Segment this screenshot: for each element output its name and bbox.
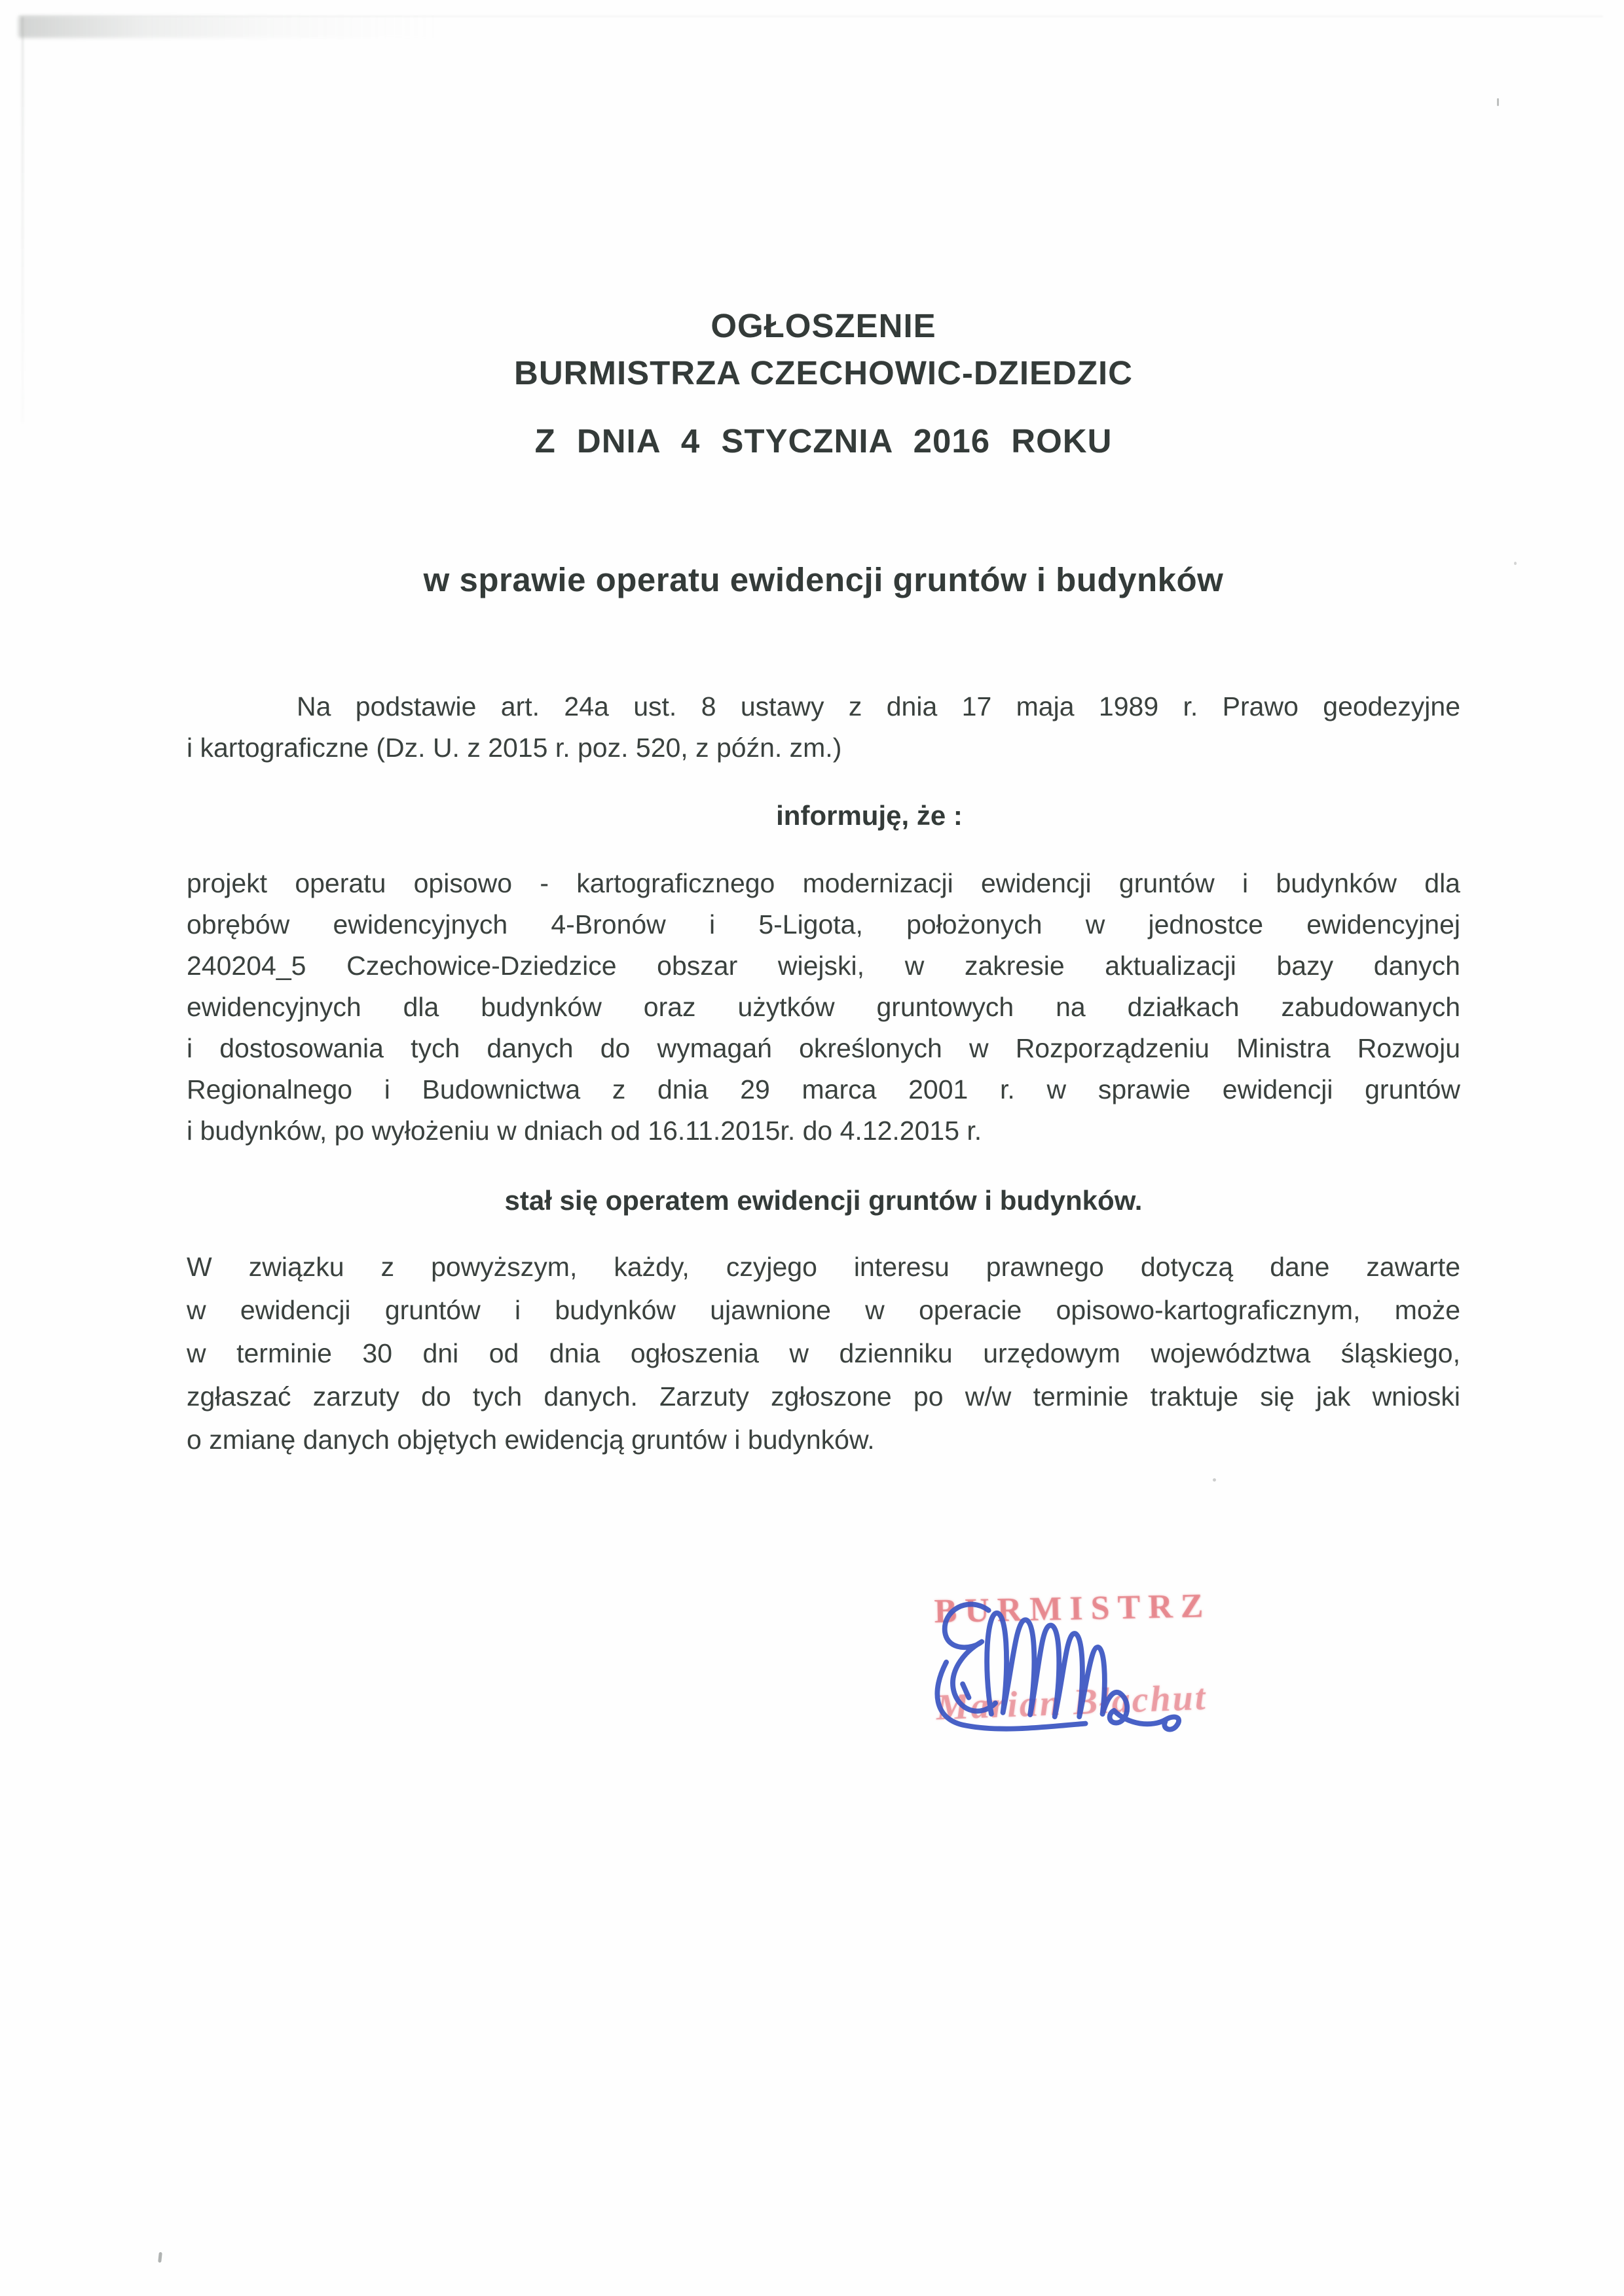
paragraph-line: w terminie 30 dni od dnia ogłoszenia w dzienniku urzędowym województwa śląskiego, (187, 1338, 1460, 1368)
main-paragraph-1 (187, 863, 1460, 1152)
paragraph-line: ewidencyjnych dla budynków oraz użytków gruntowych na działkach zabudowanych (187, 992, 1460, 1022)
legal-basis-line: Na podstawie art. 24a ust. 8 ustawy z dnia 17 maja 1989 r. Prawo geodezyjne (297, 691, 1460, 721)
main-paragraph-2 (187, 1245, 1460, 1461)
paragraph-line: i dostosowania tych danych do wymagań określonych w Rozporządzeniu Ministra Rozwoju (187, 1033, 1460, 1063)
statement-heading: stał się operatem ewidencji gruntów i budynków. (504, 1185, 1143, 1216)
legal-basis-paragraph (187, 686, 1460, 769)
legal-basis-line: i kartograficzne (Dz. U. z 2015 r. poz. 520, z późn. zm.) (187, 733, 842, 763)
document-title-line-2: BURMISTRZA CZECHOWIC-DZIEDZIC (513, 354, 1133, 392)
signature-stroke (963, 1684, 969, 1698)
inform-heading: informuję, że : (776, 800, 963, 831)
stamp-name: Marian Błachut (935, 1677, 1208, 1728)
signature-stroke (1103, 1692, 1179, 1730)
paragraph-line: Regionalnego i Budownictwa z dnia 29 marca 2001 r. w sprawie ewidencji gruntów (187, 1074, 1460, 1104)
paragraph-line: W związku z powyższym, każdy, czyjego interesu prawnego dotyczą dane zawarte (187, 1252, 1460, 1282)
paragraph-line: i budynków, po wyłożeniu w dniach od 16.11.2015r. do 4.12.2015 r. (187, 1116, 982, 1146)
signature (922, 1583, 1211, 1747)
document-subject: w sprawie operatu ewidencji gruntów i budynków (423, 561, 1224, 598)
paragraph-line: 240204_5 Czechowice-Dziedzice obszar wiejski, w zakresie aktualizacji bazy danych (187, 951, 1460, 981)
paragraph-line: zgłaszać zarzuty do tych danych. Zarzuty zgłoszone po w/w terminie traktuje się jak wnioski (187, 1381, 1460, 1412)
paragraph-line: obrębów ewidencyjnych 4-Bronów i 5-Ligota, położonych w jednostce ewidencyjnej (187, 909, 1460, 939)
document-title-line-1: OGŁOSZENIE (710, 307, 936, 344)
document-date-line: Z DNIA 4 STYCZNIA 2016 ROKU (534, 422, 1113, 460)
paragraph-line: w ewidencji gruntów i budynków ujawnione w operacie opisowo-kartograficznym, może (187, 1295, 1460, 1325)
paragraph-line: o zmianę danych objętych ewidencją gruntów i budynków. (187, 1425, 875, 1455)
signature-stroke (987, 1613, 1105, 1717)
paragraph-line: projekt operatu opisowo - kartograficznego modernizacji ewidencji gruntów i budynków dla (187, 868, 1460, 898)
stamp-title: BURMISTRZ (933, 1587, 1211, 1631)
